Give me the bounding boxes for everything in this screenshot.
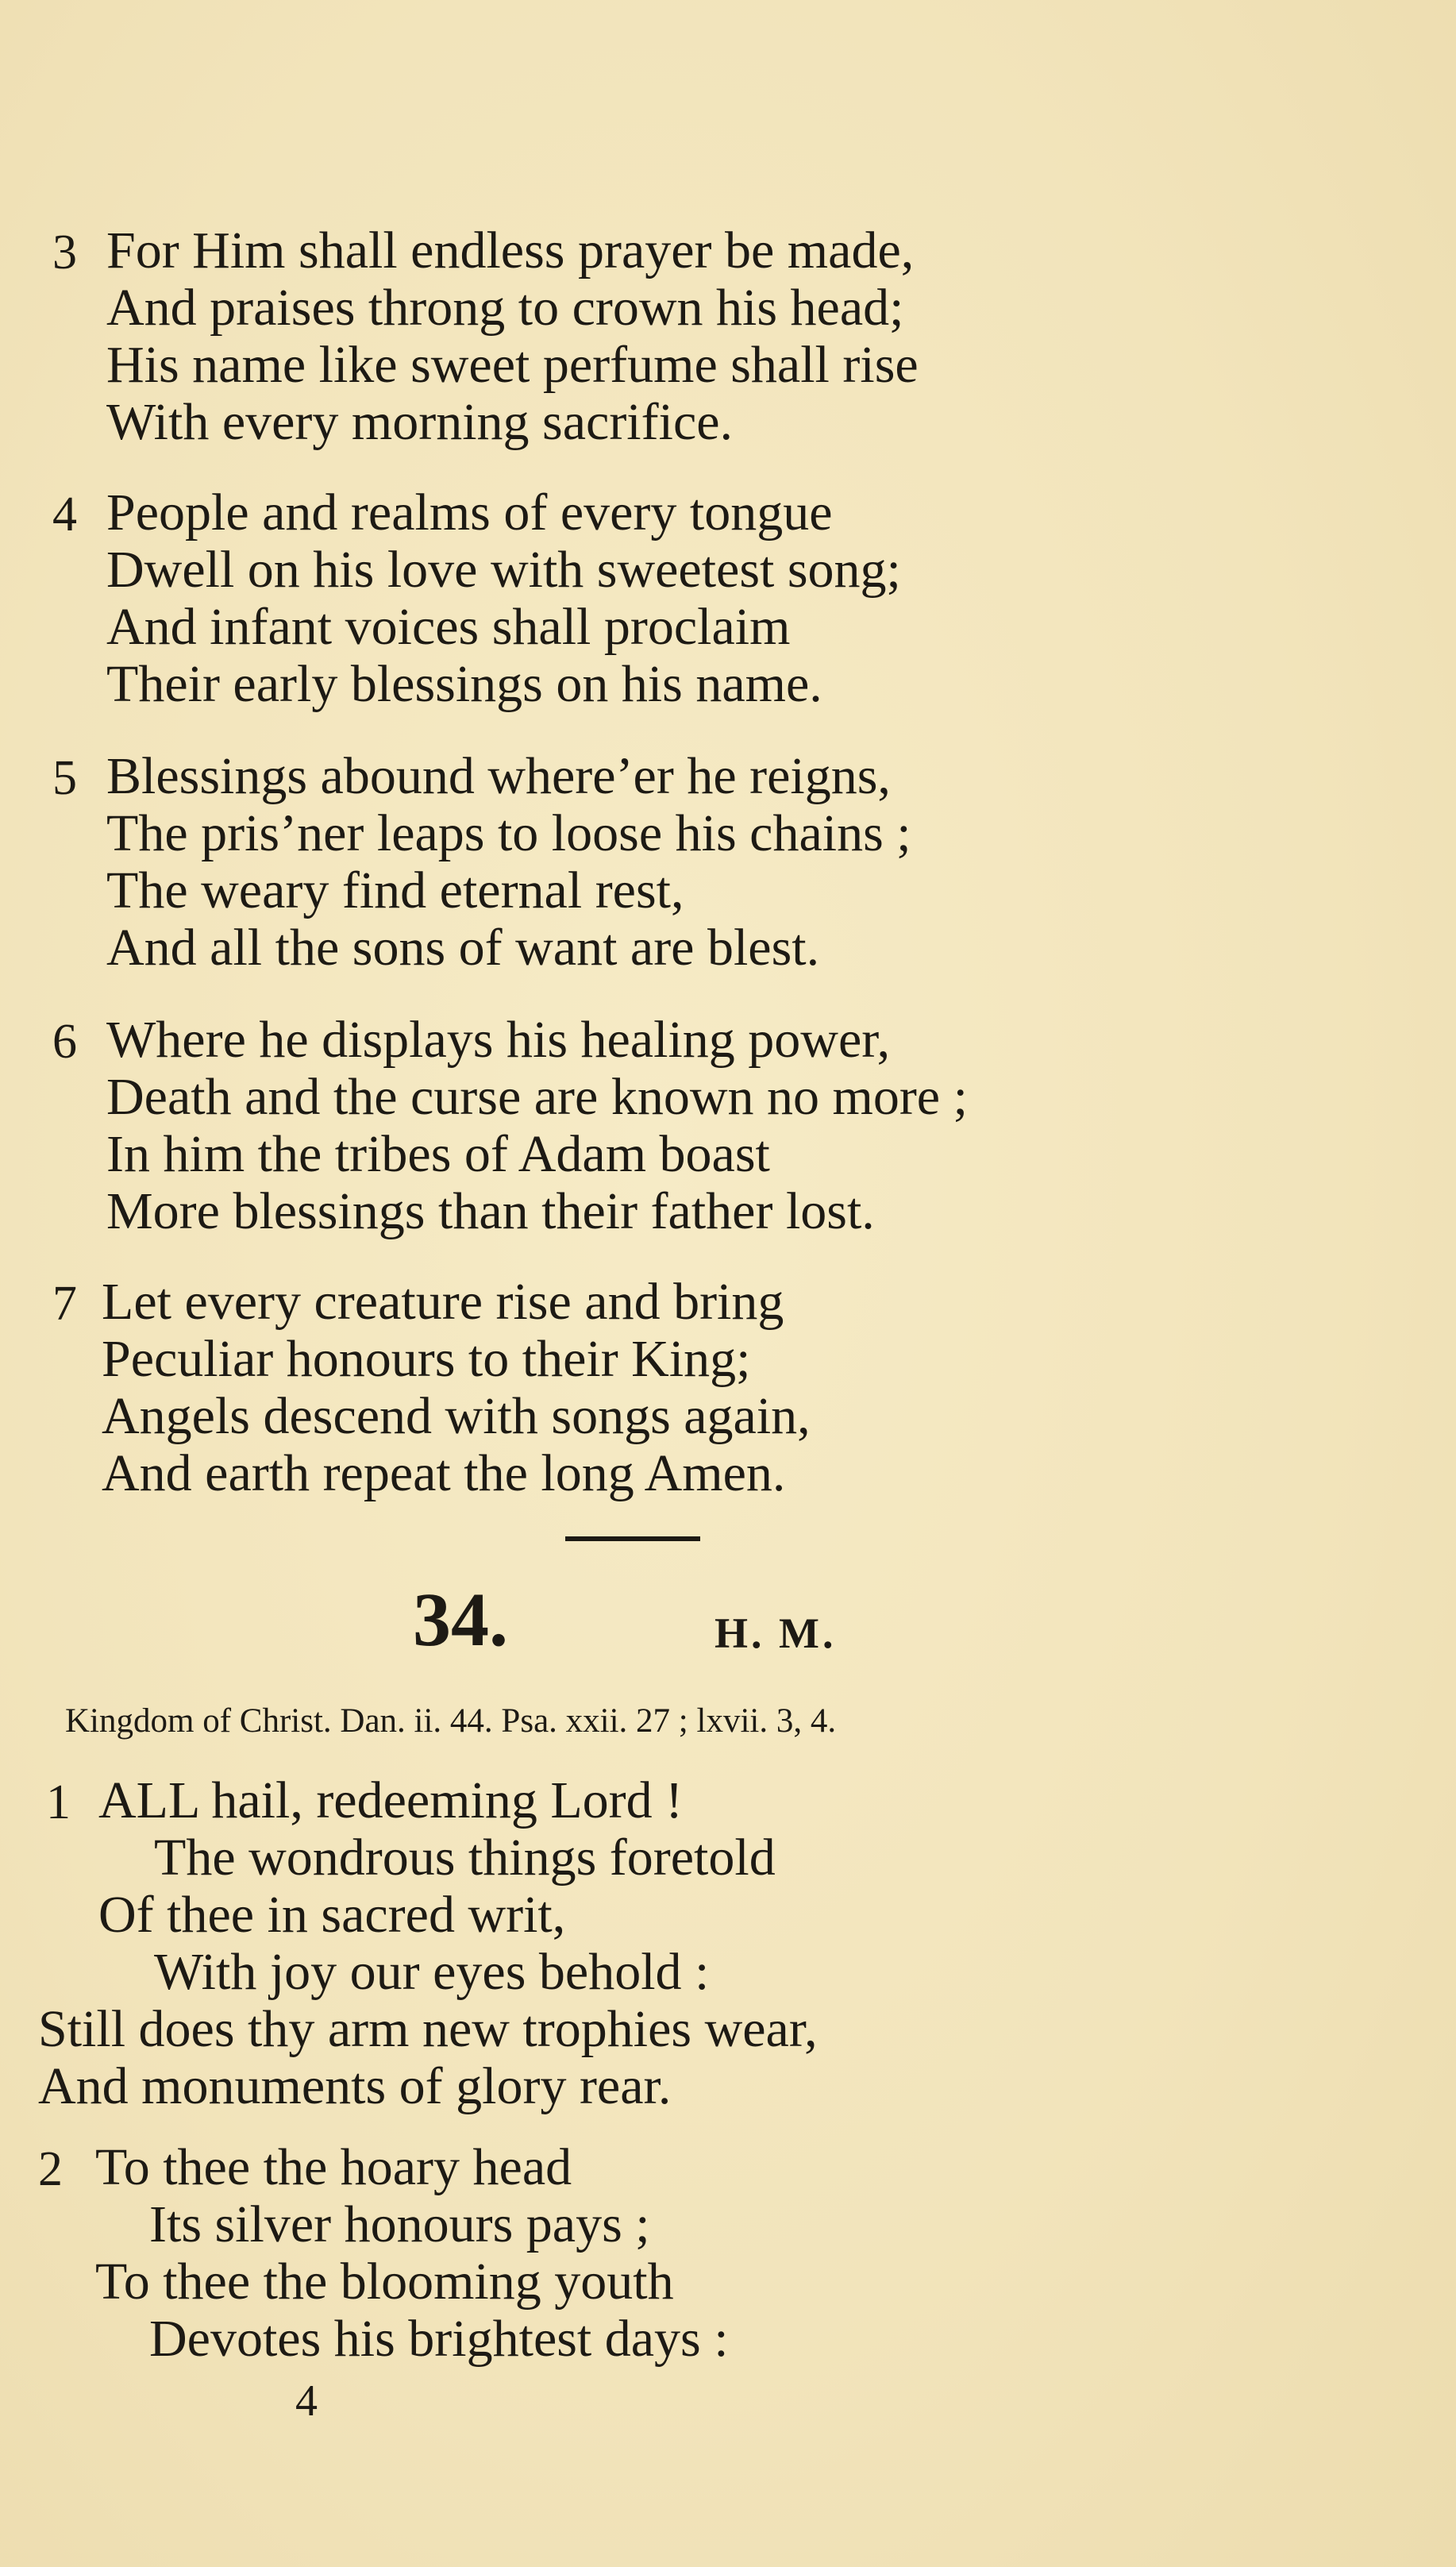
verse-line: The wondrous things foretold bbox=[154, 1829, 776, 1887]
verse-line: Angels descend with songs again, bbox=[102, 1387, 811, 1445]
verse-line: To thee the hoary head bbox=[95, 2138, 572, 2196]
stanza-number: 5 bbox=[52, 751, 77, 805]
verse-line: With joy our eyes behold : bbox=[154, 1943, 710, 2001]
verse-line: In him the tribes of Adam boast bbox=[106, 1125, 770, 1183]
verse-line: Of thee in sacred writ, bbox=[98, 1886, 566, 1944]
verse-line: Peculiar honours to their King; bbox=[102, 1330, 751, 1388]
stanza-number: 7 bbox=[52, 1277, 77, 1331]
verse-line: Blessings abound where’er he reigns, bbox=[106, 747, 891, 805]
verse-line: And praises throng to crown his head; bbox=[106, 279, 904, 337]
verse-line: For Him shall endless prayer be made, bbox=[106, 222, 915, 279]
page-number: 4 bbox=[295, 2376, 318, 2426]
verse-line: People and realms of every tongue bbox=[106, 484, 833, 542]
verse-line: Death and the curse are known no more ; bbox=[106, 1068, 968, 1126]
verse-line: And earth repeat the long Amen. bbox=[102, 1444, 786, 1502]
verse-line: More blessings than their father lost. bbox=[106, 1182, 875, 1240]
section-divider bbox=[565, 1536, 700, 1541]
stanza-number: 4 bbox=[52, 488, 77, 542]
verse-line: Where he displays his healing power, bbox=[106, 1011, 891, 1069]
verse-line: Still does thy arm new trophies wear, bbox=[38, 2000, 818, 2058]
hymn-meter: H. M. bbox=[715, 1609, 837, 1657]
stanza-number: 3 bbox=[52, 225, 77, 279]
verse-line: To thee the blooming youth bbox=[95, 2253, 674, 2311]
hymn-subject-references: Kingdom of Christ. Dan. ii. 44. Psa. xxii. 27 ; lxvii. 3, 4. bbox=[65, 1702, 837, 1740]
verse-line: Its silver honours pays ; bbox=[149, 2195, 650, 2253]
verse-line: Let every creature rise and bring bbox=[102, 1273, 784, 1331]
verse-line: The weary find eternal rest, bbox=[106, 861, 684, 919]
hymn-number: 34. bbox=[413, 1577, 508, 1662]
stanza-number: 2 bbox=[38, 2142, 63, 2196]
verse-line: And infant voices shall proclaim bbox=[106, 598, 791, 656]
verse-line: With every morning sacrifice. bbox=[106, 393, 734, 451]
verse-line: ALL hail, redeeming Lord ! bbox=[98, 1771, 684, 1829]
verse-line: Devotes his brightest days : bbox=[149, 2310, 729, 2368]
stanza-number: 6 bbox=[52, 1015, 77, 1069]
verse-line: Dwell on his love with sweetest song; bbox=[106, 541, 901, 599]
verse-line: His name like sweet perfume shall rise bbox=[106, 336, 919, 394]
verse-line: Their early blessings on his name. bbox=[106, 655, 822, 713]
verse-line: And monuments of glory rear. bbox=[38, 2057, 672, 2115]
stanza-number: 1 bbox=[46, 1775, 71, 1829]
verse-line: And all the sons of want are blest. bbox=[106, 919, 820, 977]
verse-line: The pris’ner leaps to loose his chains ; bbox=[106, 804, 911, 862]
